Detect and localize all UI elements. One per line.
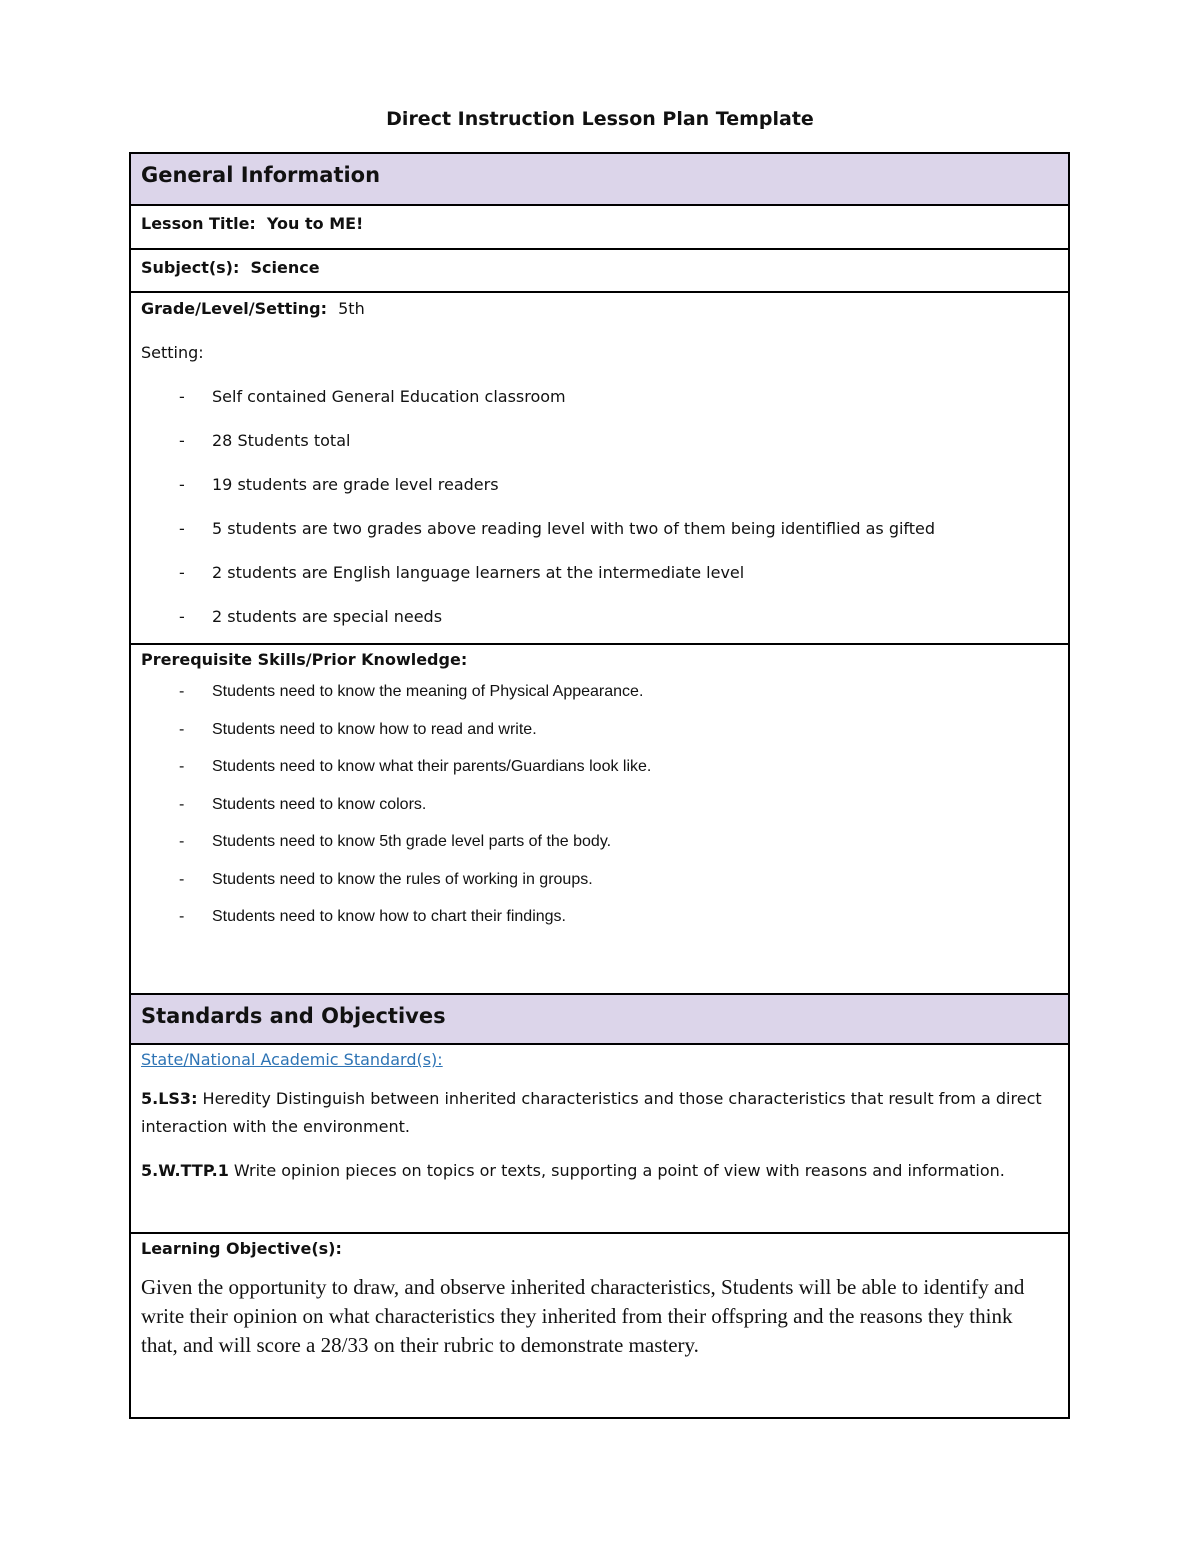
list-item: - 5 students are two grades above reading level with two of them being identiflied as gifted	[179, 519, 936, 538]
standards-row	[131, 1043, 1068, 1232]
list-item: - Students need to know the rules of working in groups.	[179, 870, 593, 888]
prerequisite-label: Prerequisite Skills/Prior Knowledge:	[141, 650, 468, 669]
standard-1-text: Heredity Distinguish between inherited characteristics and those characteristics that result from a direct interaction with the environment.	[141, 1089, 1042, 1136]
list-item: - Students need to know colors.	[179, 795, 427, 813]
learning-objective-text: Given the opportunity to draw, and observe inherited characteristics, Students will be able to identify and write their opinion on what characteristics they inherited from their offspring and the reasons they think that, and will score a 28/33 on their rubric to demonstrate mastery.	[141, 1275, 1025, 1357]
setting-label: Setting:	[141, 343, 204, 362]
standards-objectives-heading: Standards and Objectives	[131, 993, 1068, 1043]
subject-value: Science	[250, 258, 320, 277]
lesson-title-row	[131, 204, 1068, 248]
standard-2-text: Write opinion pieces on topics or texts, supporting a point of view with reasons and information.	[228, 1161, 1005, 1180]
lesson-title-value: You to ME!	[266, 214, 364, 233]
grade-setting-row	[131, 291, 1068, 643]
general-information-heading: General Information	[131, 154, 1068, 204]
standard-2-code: 5.W.TTP.1	[141, 1161, 229, 1180]
grade-label: Grade/Level/Setting:	[141, 299, 328, 318]
standard-2	[141, 1157, 1058, 1185]
learning-objective-label: Learning Objective(s):	[141, 1239, 342, 1258]
standard-1	[141, 1085, 1058, 1141]
list-item: - 2 students are special needs	[179, 607, 443, 626]
list-item: - 28 Students total	[179, 431, 351, 450]
prerequisite-list	[141, 681, 1058, 928]
standard-1-code: 5.LS3:	[141, 1089, 198, 1108]
learning-objective-row	[131, 1232, 1068, 1417]
list-item: - 2 students are English language learners at the intermediate level	[179, 563, 745, 582]
subject-label: Subject(s):	[141, 258, 240, 277]
lesson-plan-table	[129, 152, 1070, 1419]
setting-list	[141, 386, 1058, 628]
subject-row	[131, 248, 1068, 291]
list-item: - Students need to know 5th grade level parts of the body.	[179, 833, 612, 850]
prerequisite-row	[131, 643, 1068, 993]
list-item: - Students need to know the meaning of Physical Appearance.	[179, 683, 644, 700]
lesson-title-label: Lesson Title:	[141, 214, 256, 233]
grade-value: 5th	[338, 299, 365, 318]
list-item: - Students need to know what their parents/Guardians look like.	[179, 758, 652, 775]
document-title: Direct Instruction Lesson Plan Template	[386, 108, 814, 130]
list-item: - 19 students are grade level readers	[179, 475, 499, 494]
list-item: - Students need to know how to chart their findings.	[179, 908, 566, 925]
list-item: - Students need to know how to read and write.	[179, 720, 537, 738]
standards-link[interactable]: State/National Academic Standard(s):	[141, 1050, 443, 1069]
list-item: - Self contained General Education classroom	[179, 387, 566, 406]
